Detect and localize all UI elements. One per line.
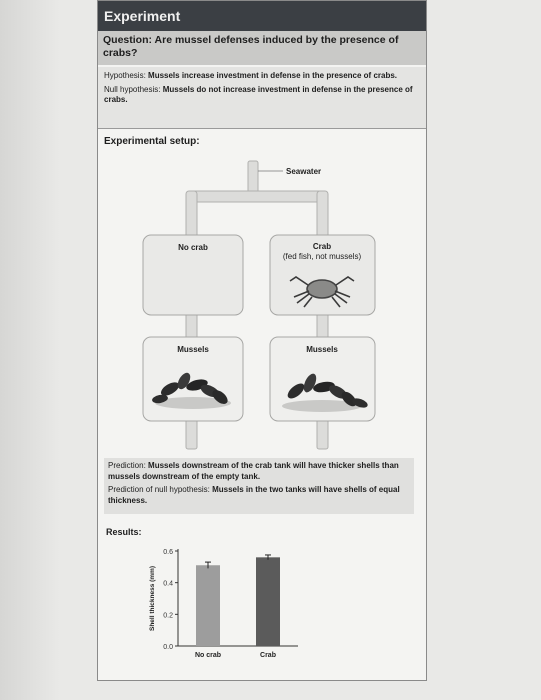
results-label: Results: <box>106 527 142 537</box>
panel-title: Experiment <box>98 1 426 31</box>
hypothesis <box>104 71 420 82</box>
prediction <box>108 461 410 482</box>
hypothesis-label: Hypothesis: <box>104 71 146 80</box>
mussels-right-label: Mussels <box>306 345 338 354</box>
tank-crab-label: Crab <box>312 242 332 251</box>
results-chart <box>138 541 308 666</box>
null-prediction <box>108 485 410 506</box>
category-label: Crab <box>260 652 276 659</box>
hypothesis-box <box>98 67 426 129</box>
tank-crab-sublabel: (fed fish, not mussels) <box>282 252 362 261</box>
question-text: Question: Are mussel defenses induced by the presence of crabs? <box>98 31 426 65</box>
prediction-label: Prediction: <box>108 461 146 470</box>
page-shadow <box>0 0 60 700</box>
setup-label: Experimental setup: <box>104 136 200 147</box>
prediction-box <box>104 458 414 514</box>
null-hypothesis <box>104 85 420 106</box>
bar <box>196 565 220 646</box>
y-tick-label: 0.2 <box>163 612 173 620</box>
experimental-setup-diagram <box>98 151 426 456</box>
y-tick-label: 0.0 <box>163 644 173 651</box>
tank-no-crab-label: No crab <box>178 243 208 252</box>
null-prediction-label: Prediction of null hypothesis: <box>108 485 210 494</box>
bar <box>256 557 280 646</box>
results-chart-svg <box>138 541 308 666</box>
mussels-left-label: Mussels <box>177 345 209 354</box>
prediction-text: Mussels downstream of the crab tank will have thicker shells than mussels downstream of the empty tank. <box>108 461 399 481</box>
y-axis-label: Shell thickness (mm) <box>149 565 156 632</box>
null-hypothesis-label: Null hypothesis: <box>104 84 161 94</box>
y-tick-label: 0.6 <box>163 549 173 556</box>
hypothesis-text: Mussels increase investment in defense in the presence of crabs. <box>148 71 398 80</box>
seawater-label: Seawater <box>286 167 322 176</box>
category-label: No crab <box>194 652 222 659</box>
null-prediction-text: Mussels in the two tanks will have shells of equal thickness. <box>108 485 400 505</box>
setup-svg <box>98 151 426 456</box>
null-hypothesis-text: Mussels do not increase investment in defense in the presence of crabs. <box>104 84 413 104</box>
y-tick-label: 0.4 <box>163 580 173 588</box>
experiment-panel <box>97 0 427 681</box>
